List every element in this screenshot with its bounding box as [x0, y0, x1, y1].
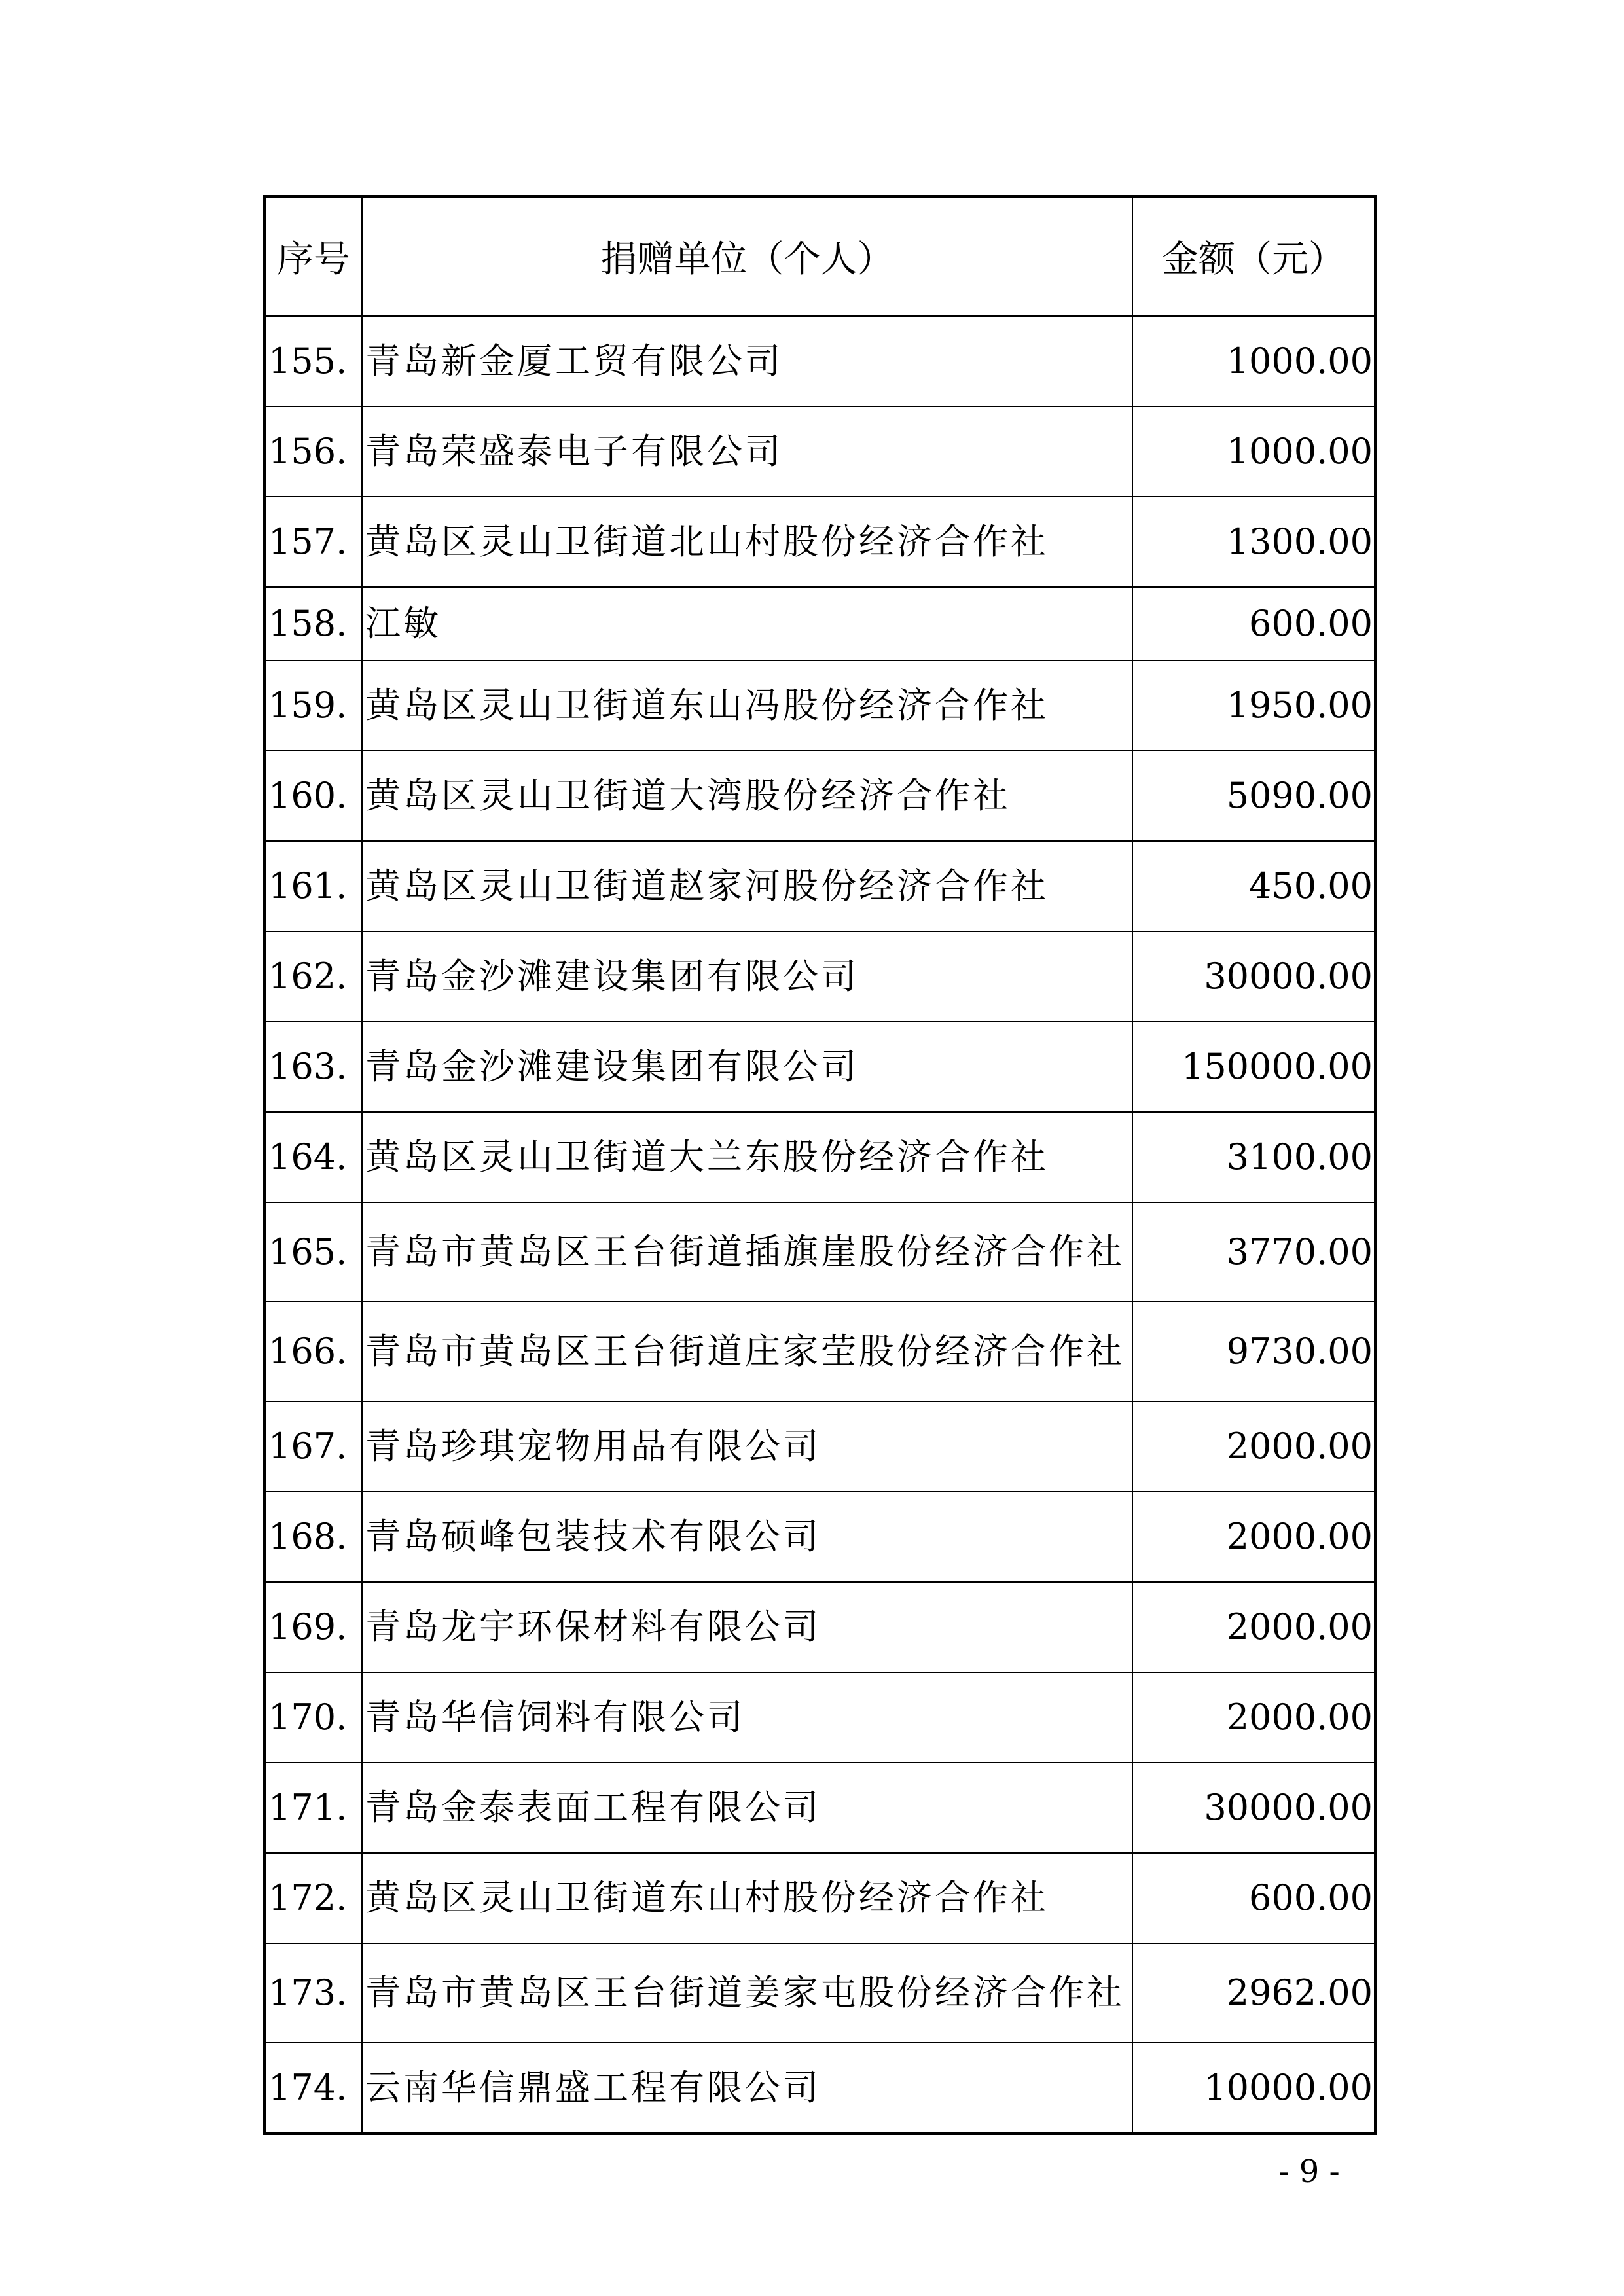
table-row: [264, 1943, 1375, 2043]
row-amount: 5090.00: [1132, 751, 1375, 841]
row-index: 156.: [264, 406, 362, 497]
row-amount: 3770.00: [1132, 1202, 1375, 1302]
row-donor: 青岛珍琪宠物用品有限公司: [362, 1401, 1132, 1492]
row-amount: 10000.00: [1132, 2043, 1375, 2134]
row-amount: 3100.00: [1132, 1112, 1375, 1202]
row-donor: 黄岛区灵山卫街道大兰东股份经济合作社: [362, 1112, 1132, 1202]
table-row: [264, 316, 1375, 406]
row-index: 173.: [264, 1943, 362, 2043]
row-index: 159.: [264, 660, 362, 751]
row-index: 158.: [264, 587, 362, 660]
row-amount: 2000.00: [1132, 1492, 1375, 1582]
row-donor: 黄岛区灵山卫街道东山冯股份经济合作社: [362, 660, 1132, 751]
table-row: [264, 497, 1375, 587]
table-row: [264, 931, 1375, 1022]
row-amount: 600.00: [1132, 1853, 1375, 1943]
row-index: 161.: [264, 841, 362, 931]
row-amount: 30000.00: [1132, 931, 1375, 1022]
row-donor: 黄岛区灵山卫街道东山村股份经济合作社: [362, 1853, 1132, 1943]
row-amount: 2000.00: [1132, 1672, 1375, 1763]
table-row: [264, 1202, 1375, 1302]
row-amount: 2000.00: [1132, 1582, 1375, 1672]
row-index: 166.: [264, 1302, 362, 1401]
row-donor: 青岛市黄岛区王台街道姜家屯股份经济合作社: [362, 1943, 1132, 2043]
table-row: [264, 1582, 1375, 1672]
row-index: 162.: [264, 931, 362, 1022]
table-row: [264, 1672, 1375, 1763]
table-row: [264, 2043, 1375, 2134]
table-row: [264, 1853, 1375, 1943]
row-amount: 2962.00: [1132, 1943, 1375, 2043]
row-index: 164.: [264, 1112, 362, 1202]
row-donor: 青岛金沙滩建设集团有限公司: [362, 1022, 1132, 1112]
table-row: [264, 1763, 1375, 1853]
table-row: [264, 587, 1375, 660]
table-row: [264, 1302, 1375, 1401]
table-row: [264, 1022, 1375, 1112]
row-donor: 青岛华信饲料有限公司: [362, 1672, 1132, 1763]
row-amount: 1000.00: [1132, 316, 1375, 406]
row-donor: 青岛龙宇环保材料有限公司: [362, 1582, 1132, 1672]
row-index: 171.: [264, 1763, 362, 1853]
row-donor: 黄岛区灵山卫街道北山村股份经济合作社: [362, 497, 1132, 587]
row-index: 174.: [264, 2043, 362, 2134]
row-donor: 青岛新金厦工贸有限公司: [362, 316, 1132, 406]
row-amount: 150000.00: [1132, 1022, 1375, 1112]
row-amount: 450.00: [1132, 841, 1375, 931]
table-row: [264, 1401, 1375, 1492]
header-index: 序号: [264, 196, 362, 316]
row-donor: 江敏: [362, 587, 1132, 660]
row-donor: 云南华信鼎盛工程有限公司: [362, 2043, 1132, 2134]
row-index: 168.: [264, 1492, 362, 1582]
row-donor: 黄岛区灵山卫街道大湾股份经济合作社: [362, 751, 1132, 841]
header-donor: 捐赠单位（个人）: [362, 196, 1132, 316]
table-row: [264, 841, 1375, 931]
donation-table: [263, 195, 1377, 2135]
row-donor: 青岛市黄岛区王台街道插旗崖股份经济合作社: [362, 1202, 1132, 1302]
table-header-row: [264, 196, 1375, 316]
row-index: 163.: [264, 1022, 362, 1112]
row-amount: 30000.00: [1132, 1763, 1375, 1853]
row-index: 170.: [264, 1672, 362, 1763]
table-row: [264, 406, 1375, 497]
row-amount: 2000.00: [1132, 1401, 1375, 1492]
row-index: 167.: [264, 1401, 362, 1492]
row-donor: 青岛市黄岛区王台街道庄家茔股份经济合作社: [362, 1302, 1132, 1401]
row-amount: 9730.00: [1132, 1302, 1375, 1401]
row-donor: 青岛荣盛泰电子有限公司: [362, 406, 1132, 497]
header-amount: 金额（元）: [1132, 196, 1375, 316]
row-donor: 青岛金泰表面工程有限公司: [362, 1763, 1132, 1853]
row-amount: 1000.00: [1132, 406, 1375, 497]
table-row: [264, 1492, 1375, 1582]
row-donor: 青岛金沙滩建设集团有限公司: [362, 931, 1132, 1022]
page-number: - 9 -: [1278, 2153, 1340, 2190]
row-index: 172.: [264, 1853, 362, 1943]
table-row: [264, 1112, 1375, 1202]
row-index: 157.: [264, 497, 362, 587]
table-row: [264, 751, 1375, 841]
row-index: 160.: [264, 751, 362, 841]
row-donor: 青岛硕峰包装技术有限公司: [362, 1492, 1132, 1582]
row-index: 165.: [264, 1202, 362, 1302]
row-amount: 1300.00: [1132, 497, 1375, 587]
row-index: 155.: [264, 316, 362, 406]
row-index: 169.: [264, 1582, 362, 1672]
row-donor: 黄岛区灵山卫街道赵家河股份经济合作社: [362, 841, 1132, 931]
row-amount: 1950.00: [1132, 660, 1375, 751]
row-amount: 600.00: [1132, 587, 1375, 660]
table-row: [264, 660, 1375, 751]
